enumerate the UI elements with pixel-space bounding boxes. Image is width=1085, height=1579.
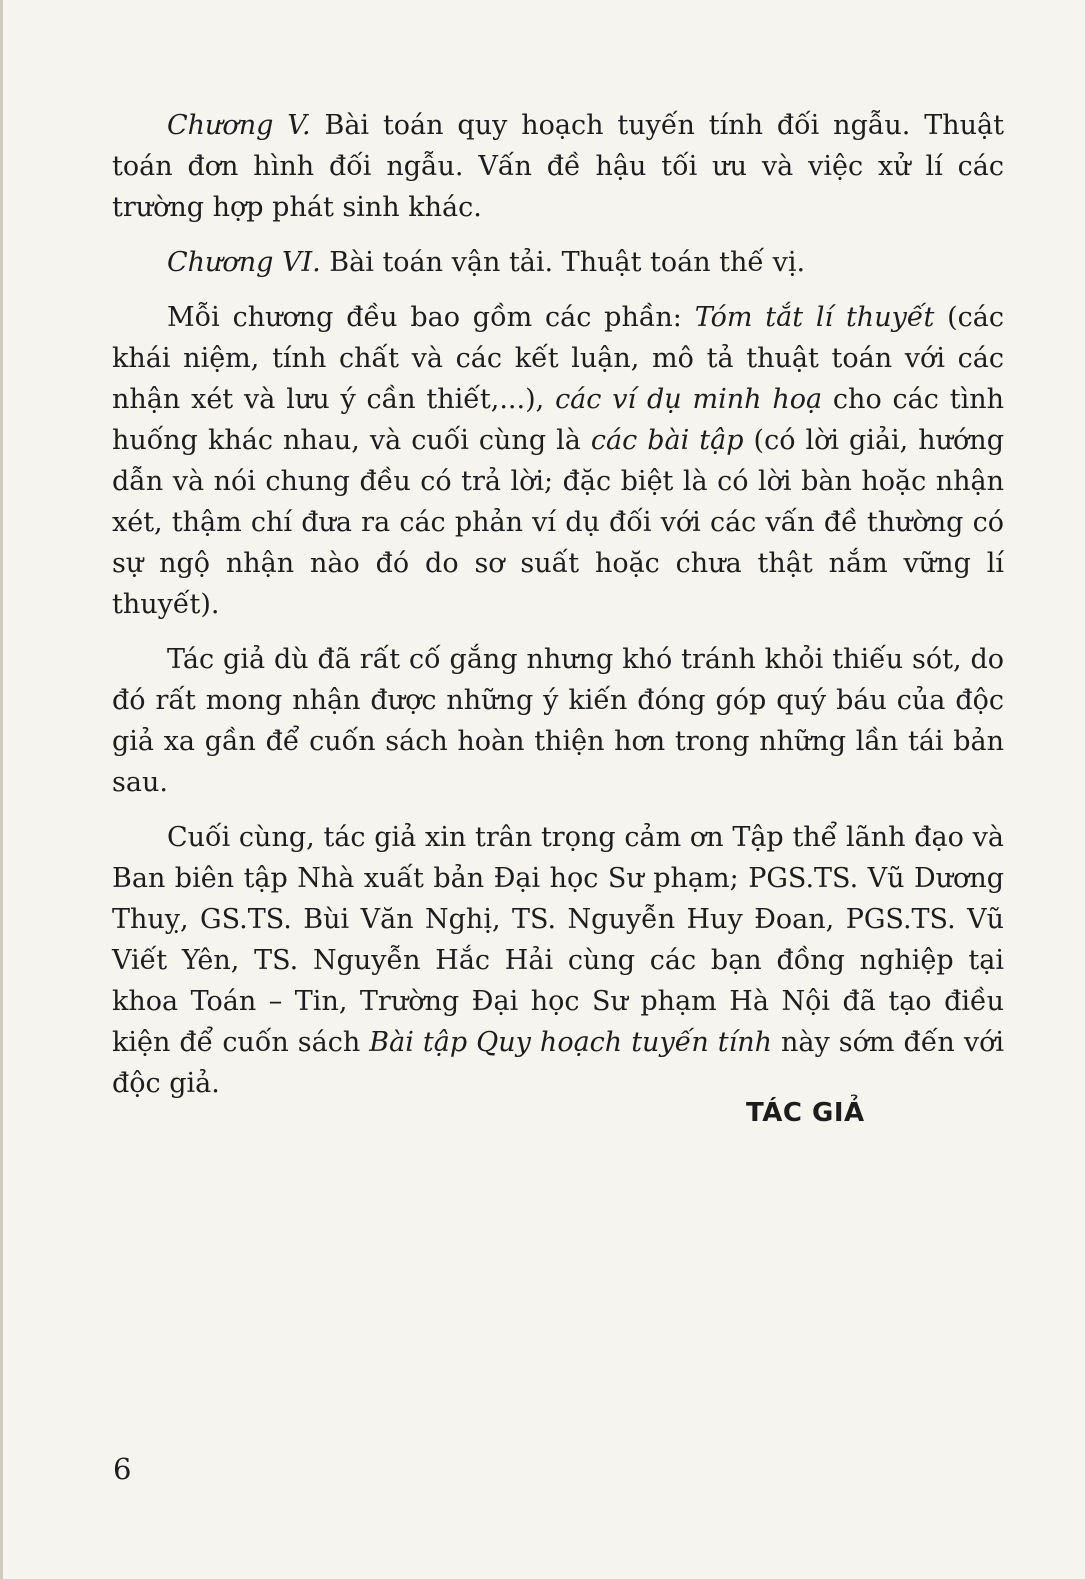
structure-exercises: các bài tập bbox=[590, 425, 744, 456]
paragraph-chapter-structure bbox=[112, 297, 1004, 625]
structure-examples: các ví dụ minh hoạ bbox=[555, 384, 823, 415]
feedback-text: Tác giả dù đã rất cố gắng nhưng khó tránh khỏi thiếu sót, do đó rất mong nhận được những ý kiến đóng góp quý báu của độc giả xa gần để cuốn sách hoàn thiện hơn trong những lần tái bản sau. bbox=[112, 644, 1004, 798]
chapter-5-text: Bài toán quy hoạch tuyến tính đối ngẫu. Thuật toán đơn hình đối ngẫu. Vấn đề hậu tối ưu và việc xử lí các trường hợp phát sinh khác. bbox=[112, 110, 1004, 223]
body-text bbox=[112, 105, 1004, 1104]
paragraph-chapter-5 bbox=[112, 105, 1004, 228]
acknowledgement-text-2: này sớm đến với độc giả. bbox=[112, 1027, 1004, 1099]
paragraph-chapter-6 bbox=[112, 242, 1004, 283]
structure-text-4: (có lời giải, hướng dẫn và nói chung đều có trả lời; đặc biệt là có lời bàn hoặc nhận xét, thậm chí đưa ra các phản ví dụ đối với các vấn đề thường có sự ngộ nhận nào đó do sơ suất hoặc chưa thật nắm vững lí thuyết). bbox=[112, 425, 1004, 620]
acknowledgement-text-1: Cuối cùng, tác giả xin trân trọng cảm ơn Tập thể lãnh đạo và Ban biên tập Nhà xuất bản Đại học Sư phạm; PGS.TS. Vũ Dương Thuỵ, GS.TS. Bùi Văn Nghị, TS. Nguyễn Huy Đoan, PGS.TS. Vũ Viết Yên, TS. Nguyễn Hắc Hải cùng các bạn đồng nghiệp tại khoa Toán – Tin, Trường Đại học Sư phạm Hà Nội đã tạo điều kiện để cuốn sách bbox=[112, 822, 1004, 1058]
structure-text-3: cho các tình huống khác nhau, và cuối cùng là bbox=[112, 384, 1004, 456]
paragraph-feedback bbox=[112, 639, 1004, 803]
chapter-6-label: Chương VI. bbox=[167, 247, 321, 278]
chapter-6-text: Bài toán vận tải. Thuật toán thế vị. bbox=[320, 247, 806, 278]
structure-text-2: (các khái niệm, tính chất và các kết luận, mô tả thuật toán với các nhận xét và lưu ý cần thiết,...), bbox=[112, 302, 1004, 415]
structure-text-1: Mỗi chương đều bao gồm các phần: bbox=[167, 302, 695, 333]
paragraph-acknowledgement bbox=[112, 817, 1004, 1104]
chapter-5-label: Chương V. bbox=[167, 110, 311, 141]
page-edge bbox=[0, 0, 3, 1579]
structure-theory-summary: Tóm tắt lí thuyết bbox=[694, 302, 935, 333]
author-signature: TÁC GIẢ bbox=[746, 1098, 865, 1128]
book-title: Bài tập Quy hoạch tuyến tính bbox=[369, 1027, 772, 1058]
page-number: 6 bbox=[113, 1452, 132, 1486]
